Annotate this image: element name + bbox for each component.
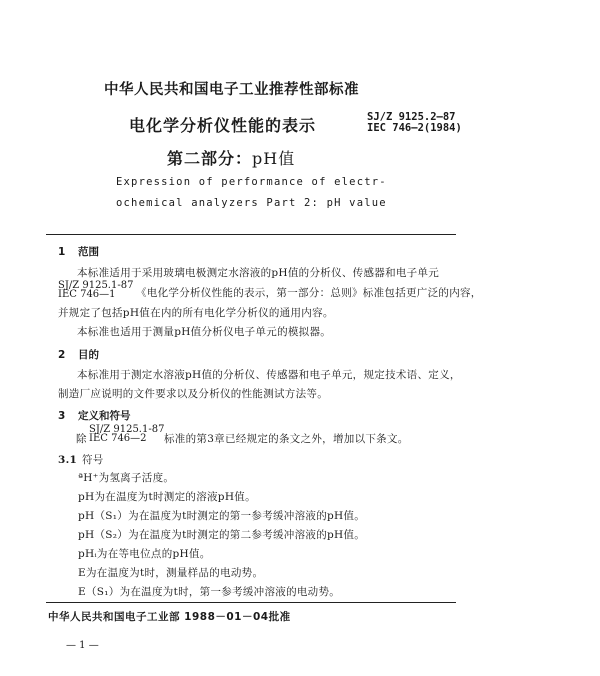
iec-standard-code: IEC 746—2(1984) xyxy=(367,122,462,134)
section-2-line-2: 制造厂应说明的文件要求以及分析仪的性能测试方法等。 xyxy=(58,388,328,400)
section-3-heading xyxy=(58,408,131,423)
symbol-item: E（S₁）为在温度为t时，第一参考缓冲溶液的电动势。 xyxy=(78,586,341,598)
section-title: 目的 xyxy=(78,349,99,361)
subsection-title: 符号 xyxy=(82,454,104,466)
section-3-reference-stack xyxy=(89,425,164,443)
document-title: 电化学分析仪性能的表示 xyxy=(129,116,317,135)
ref-code-top: SJ/Z 9125.1-87 xyxy=(58,280,134,291)
section-2-heading xyxy=(58,347,99,362)
subsection-3-1-heading xyxy=(58,452,104,467)
page-number: — 1 — xyxy=(66,640,99,651)
section-1-heading xyxy=(58,244,99,259)
footer-divider xyxy=(46,602,456,603)
section-2-line-1: 本标准用于测定水溶液pH值的分析仪、传感器和电子单元，规定技术语、定义， xyxy=(77,369,461,381)
section-1-line-2: 《电化学分析仪性能的表示，第一部分：总则》标准包括更广泛的内容， xyxy=(136,287,482,299)
symbol-item: pH为在温度为t时测定的溶液pH值。 xyxy=(78,491,256,503)
section-number: 3 xyxy=(58,410,66,422)
document-subtitle xyxy=(167,146,295,169)
section-number: 1 xyxy=(58,246,66,258)
ref-code-top: SJ/Z 9125.1-87 xyxy=(89,424,165,435)
symbol-item: E为在温度为t时，测量样品的电动势。 xyxy=(78,567,264,579)
section-title: 定义和符号 xyxy=(78,410,131,422)
subtitle-ph-label: pH值 xyxy=(252,149,296,168)
ref-code-bottom: IEC 746—1 xyxy=(58,289,116,300)
symbol-item: pH（S₂）为在温度为t时测定的第二参考缓冲溶液的pH值。 xyxy=(78,529,366,541)
symbol-item: pHᵢ为在等电位点的pH值。 xyxy=(78,548,211,560)
section-3-prefix: 除 xyxy=(76,433,87,445)
ref-code-bottom: IEC 746—2 xyxy=(89,433,147,444)
symbol-item: ªH⁺为氢离子活度。 xyxy=(78,472,175,484)
header-divider xyxy=(46,234,456,235)
subsection-number: 3.1 xyxy=(58,454,78,466)
standard-series-title: 中华人民共和国电子工业推荐性部标准 xyxy=(104,82,359,98)
approval-line: 中华人民共和国电子工业部 1988－01－04批准 xyxy=(48,611,291,623)
section-title: 范围 xyxy=(78,246,99,258)
english-title-line-2: ochemical analyzers Part 2: pH value xyxy=(116,197,387,209)
section-3-line-1: 标准的第3章已经规定的条文之外，增加以下条文。 xyxy=(164,433,409,445)
symbol-item: pH（S₁）为在温度为t时测定的第一参考缓冲溶液的pH值。 xyxy=(78,510,366,522)
section-1-line-3: 并规定了包括pH值在内的所有电化学分析仪的通用内容。 xyxy=(58,307,334,319)
section-1-line-4: 本标准也适用于测量pH值分析仪电子单元的模拟器。 xyxy=(77,326,332,338)
section-number: 2 xyxy=(58,349,66,361)
section-1-line-1: 本标准适用于采用玻璃电极测定水溶液的pH值的分析仪、传感器和电子单元 xyxy=(77,267,440,279)
standard-code-block xyxy=(367,112,462,134)
subtitle-part-label: 第二部分： xyxy=(167,149,253,168)
english-title-line-1: Expression of performance of electr- xyxy=(116,176,387,188)
sj-standard-code: SJ/Z 9125.2—87 xyxy=(367,111,456,123)
section-1-reference-stack xyxy=(58,281,133,299)
